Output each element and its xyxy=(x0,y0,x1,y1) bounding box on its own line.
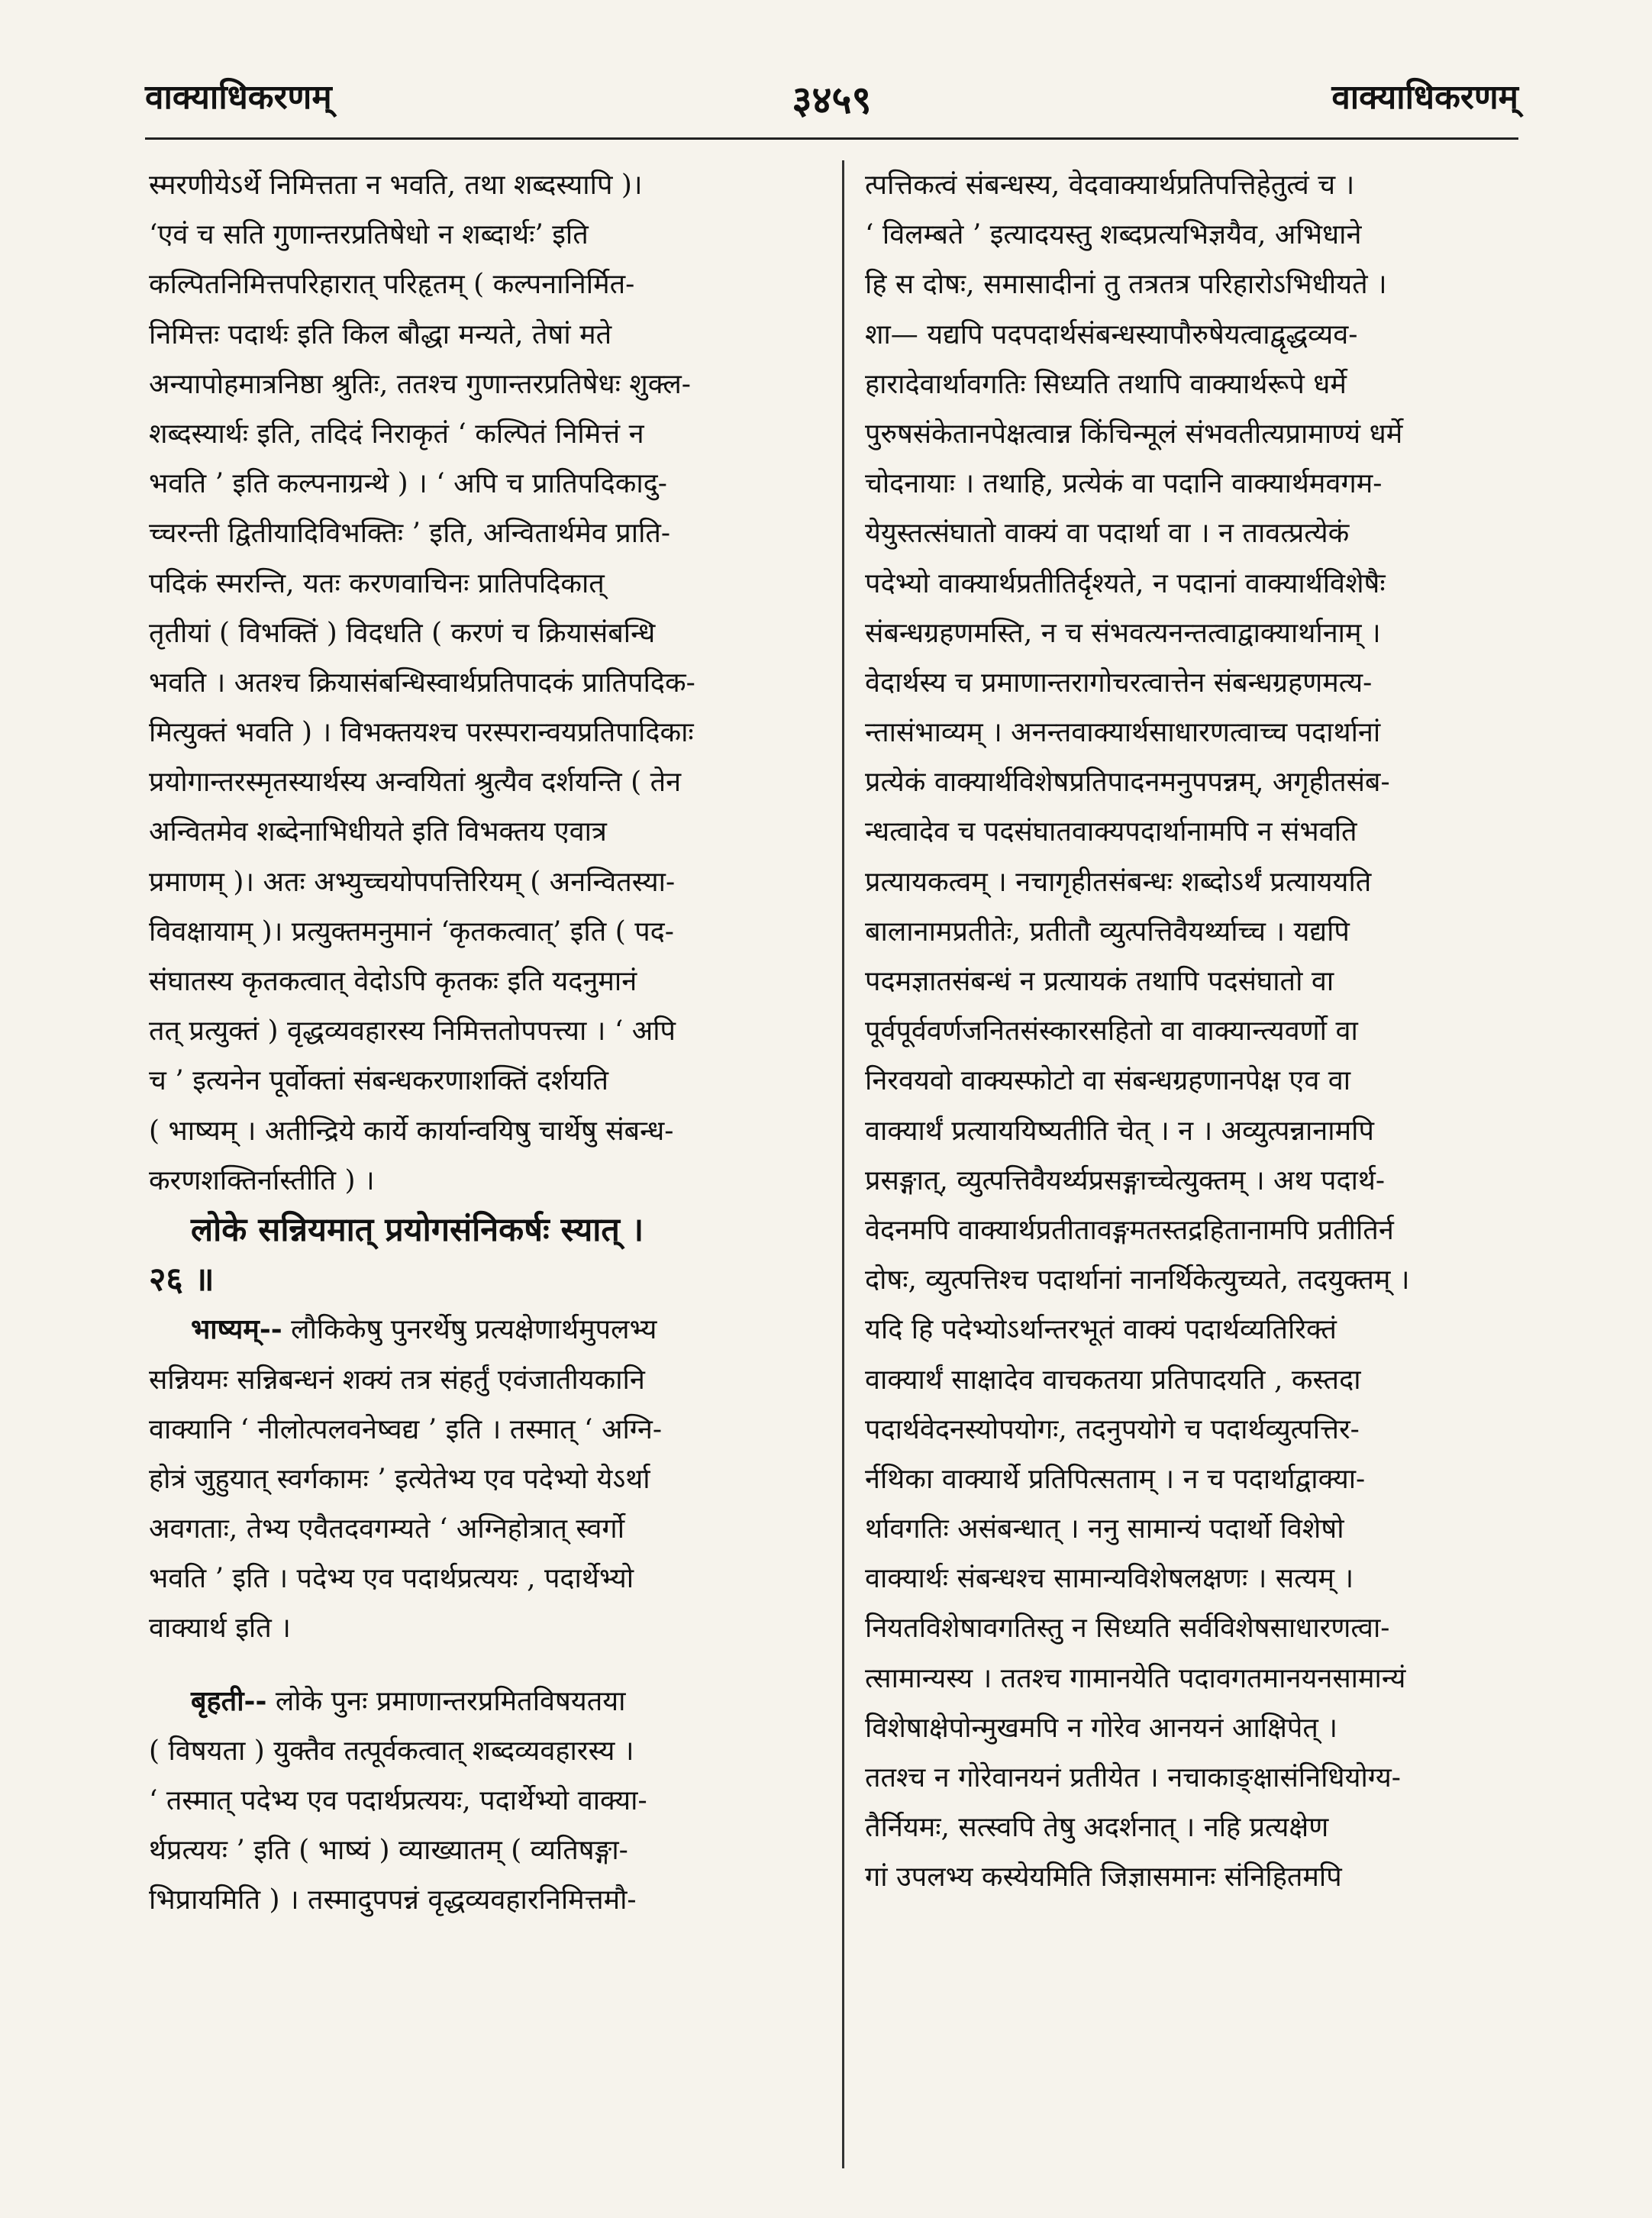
text-line: त्पत्तिकत्वं संबन्धस्य, वेदवाक्यार्थप्रतिपत्तिहेतुत्वं च । xyxy=(865,169,1355,201)
bhashya-label: भाष्यम्-- xyxy=(191,1313,282,1346)
brhati-first-text: लोके पुनः प्रमाणान्तरप्रमितविषयतया xyxy=(275,1685,626,1717)
right-column xyxy=(865,160,1529,1903)
text-line: र्थावगतिः असंबन्धात् । ननु सामान्यं पदार्थो विशेषो xyxy=(865,1513,1344,1545)
text-line: शा— यद्यपि पदपदार्थसंबन्धस्यापौरुषेयत्वाद्वृद्धव्यव- xyxy=(865,318,1358,350)
text-line: ‘एवं च सति गुणान्तरप्रतिषेधो न शब्दार्थः’ इति xyxy=(149,219,589,251)
left-paragraph-commentary xyxy=(149,160,813,1206)
text-line: स्मरणीयेऽर्थे निमित्तता न भवति, तथा शब्दस्यापि )। xyxy=(149,169,643,201)
text-line: हारादेवार्थावगतिः सिध्यति तथापि वाक्यार्थरूपे धर्मे xyxy=(865,368,1347,400)
text-line: अन्वितमेव शब्देनाभिधीयते इति विभक्तय एवात्र xyxy=(149,816,607,848)
text-line: पदेभ्यो वाक्यार्थप्रतीतिर्दृश्यते, न पदानां वाक्यार्थविशेषैः xyxy=(865,567,1386,599)
text-line: पूर्वपूर्ववर्णजनितसंस्कारसहितो वा वाक्यान्त्यवर्णो वा xyxy=(865,1015,1358,1048)
bhashya-line: होत्रं जुहुयात् स्वर्गकामः ’ इत्येतेभ्य एव पदेभ्यो येऽर्था xyxy=(149,1463,650,1495)
brhati-line: ‘ तस्मात् पदेभ्य एव पदार्थप्रत्ययः, पदार्थेभ्यो वाक्या- xyxy=(149,1785,647,1816)
text-line: अन्यापोहमात्रनिष्ठा श्रुतिः, ततश्च गुणान्तरप्रतिषेधः शुक्ल- xyxy=(149,368,691,400)
text-line: विवक्षायाम् )। प्रत्युक्तमनुमानं ‘कृतकत्वात्’ इति ( पद- xyxy=(149,915,674,948)
text-line: वाक्यार्थः संबन्धश्च सामान्यविशेषलक्षणः । सत्यम् । xyxy=(865,1563,1354,1595)
text-line: च ’ इत्यनेन पूर्वोक्तां संबन्धकरणाशक्तिं दर्शयति xyxy=(149,1065,609,1097)
bhashya-line: भवति ’ इति । पदेभ्य एव पदार्थप्रत्ययः , पदार्थेभ्यो xyxy=(149,1563,634,1595)
text-line: हि स दोषः, समासादीनां तु तत्रतत्र परिहारोऽभिधीयते । xyxy=(865,269,1387,301)
text-line: वेदार्थस्य च प्रमाणान्तरागोचरत्वात्तेन संबन्धग्रहणमत्य- xyxy=(865,667,1373,699)
text-line: बालानामप्रतीतेः, प्रतीतौ व्युत्पत्तिवैयर्थ्याच्च । यद्यपि xyxy=(865,915,1350,948)
text-line: करणशक्तिर्नास्तीति ) । xyxy=(149,1164,375,1196)
bhashya-line: वाक्यार्थ इति । xyxy=(149,1613,291,1645)
bhashya-first-text: लौकिकेषु पुनरर्थेषु प्रत्यक्षेणार्थमुपलभ्य xyxy=(291,1314,657,1346)
bhashya-line: सन्नियमः सन्निबन्धनं शक्यं तत्र संहर्तुं एवंजातीयकानि xyxy=(149,1364,645,1396)
sutra-verse-line-1: लोके सन्नियमात् प्रयोगसंनिकर्षः स्यात् । xyxy=(191,1210,644,1249)
text-line: विशेषाक्षेपोन्मुखमपि न गोरेव आनयनं आक्षिपेत् । xyxy=(865,1712,1337,1744)
header-rule xyxy=(145,137,1518,140)
text-line: च्चरन्ती द्वितीयादिविभक्तिः ’ इति, अन्वितार्थमेव प्राति- xyxy=(149,518,671,550)
text-line: भवति । अतश्च क्रियासंबन्धिस्वार्थप्रतिपादकं प्रातिपदिक- xyxy=(149,667,695,699)
text-line: प्रमाणम् )। अतः अभ्युच्चयोपपत्तिरियम् ( अनन्वितस्या- xyxy=(149,866,676,898)
bhashya-line: वाक्यानि ‘ नीलोत्पलवनेष्वद्य ’ इति । तस्मात् ‘ अग्नि- xyxy=(149,1413,663,1445)
bhashya-first-line xyxy=(149,1305,813,1354)
left-column xyxy=(149,160,813,1926)
text-line: ‘ विलम्बते ’ इत्यादयस्तु शब्दप्रत्यभिज्ञयैव, अभिधाने xyxy=(865,219,1362,251)
text-line: न्तासंभाव्यम् । अनन्तवाक्यार्थसाधारणत्वाच्च पदार्थानां xyxy=(865,717,1381,749)
text-line: न्धत्वादेव च पदसंघातवाक्यपदार्थानामपि न संभवति xyxy=(865,816,1357,848)
brhati-line: र्थप्रत्ययः ’ इति ( भाष्यं ) व्याख्यातम् ( व्यतिषङ्गा- xyxy=(149,1835,628,1867)
text-line: प्रयोगान्तरस्मृतस्यार्थस्य अन्वयितां श्रुत्यैव दर्शयन्ति ( तेन xyxy=(149,767,682,799)
text-line: र्नथिका वाक्यार्थे प्रतिपित्सताम् । न च पदार्थाद्वाक्या- xyxy=(865,1463,1366,1495)
text-line: प्रत्येकं वाक्यार्थविशेषप्रतिपादनमनुपपन्नम्, अगृहीतसंब- xyxy=(865,767,1390,799)
text-line: गां उपलभ्य कस्येयमिति जिज्ञासमानः संनिहितमपि xyxy=(865,1861,1342,1894)
text-line: चोदनायाः । तथाहि, प्रत्येकं वा पदानि वाक्यार्थमवगम- xyxy=(865,468,1383,500)
text-line: दोषः, व्युत्पत्तिश्च पदार्थानां नानर्थिकेत्युच्यते, तदयुक्तम् । xyxy=(865,1264,1410,1296)
brhati-paragraph xyxy=(149,1726,813,1926)
bhashya-line: अवगताः, तेभ्य एवैतदवगम्यते ‘ अग्निहोत्रात् स्वर्गो xyxy=(149,1513,625,1545)
running-title-left: वाक्याधिकरणम् xyxy=(145,78,332,117)
text-line: मित्युक्तं भवति ) । विभक्तयश्च परस्परान्वयप्रतिपादिकाः xyxy=(149,717,694,749)
text-line: त्सामान्यस्य । ततश्च गामानयेति पदावगतमानयनसामान्यं xyxy=(865,1662,1406,1694)
section-gap xyxy=(149,1654,813,1677)
text-line: पदमज्ञातसंबन्धं न प्रत्यायकं तथापि पदसंघातो वा xyxy=(865,966,1334,997)
text-line: पुरुषसंकेतानपेक्षत्वान्न किंचिन्मूलं संभवतीत्यप्रामाण्यं धर्मे xyxy=(865,418,1403,450)
page-header xyxy=(145,73,1518,134)
text-line: तृतीयां ( विभक्तिं ) विदधति ( करणं च क्रियासंबन्धि xyxy=(149,617,656,649)
right-paragraph xyxy=(865,160,1529,1903)
text-line: नियतविशेषावगतिस्तु न सिध्यति सर्वविशेषसाधारणत्वा- xyxy=(865,1613,1390,1645)
text-line: कल्पितनिमित्तपरिहारात् परिहृतम् ( कल्पनानिर्मित- xyxy=(149,269,635,301)
text-line: निमित्तः पदार्थः इति किल बौद्धा मन्यते, तेषां मते xyxy=(149,318,612,350)
column-divider xyxy=(842,160,844,2168)
text-line: निरवयवो वाक्यस्फोटो वा संबन्धग्रहणानपेक्ष एव वा xyxy=(865,1065,1351,1097)
page-number: ३४५९ xyxy=(792,77,872,122)
text-line: पदार्थवेदनस्योपयोगः, तदनुपयोगे च पदार्थव्युत्पत्तिर- xyxy=(865,1413,1360,1445)
sutra-number: २६ ॥ xyxy=(149,1261,215,1299)
text-line: ततश्च न गोरेवानयनं प्रतीयेत । नचाकाङ्क्षासंनिधियोग्य- xyxy=(865,1762,1401,1793)
bhashya-paragraph xyxy=(149,1355,813,1654)
text-line: वाक्यार्थं साक्षादेव वाचकतया प्रतिपादयति , कस्तदा xyxy=(865,1364,1361,1396)
text-line: तत् प्रत्युक्तं ) वृद्धव्यवहारस्य निमित्ततोपपत्त्या । ‘ अपि xyxy=(149,1015,676,1048)
brhati-line: भिप्रायमिति ) । तस्मादुपपन्नं वृद्धव्यवहारनिमित्तमौ- xyxy=(149,1884,637,1916)
text-line: पदिकं स्मरन्ति, यतः करणवाचिनः प्रातिपदिकात् xyxy=(149,567,605,599)
text-line: संबन्धग्रहणमस्ति, न च संभवत्यनन्तत्वाद्वाक्यार्थानाम् । xyxy=(865,617,1381,649)
text-line: प्रत्यायकत्वम् । नचागृहीतसंबन्धः शब्दोऽर्थं प्रत्याययति xyxy=(865,866,1372,898)
text-line: तैर्नियमः, सत्स्वपि तेषु अदर्शनात् । नहि प्रत्यक्षेण xyxy=(865,1812,1329,1844)
text-line: ( भाष्यम् । अतीन्द्रिये कार्ये कार्यान्वयिषु चार्थेषु संबन्ध- xyxy=(149,1115,674,1147)
running-title-right: वाक्याधिकरणम् xyxy=(1331,78,1518,117)
text-line: यदि हि पदेभ्योऽर्थान्तरभूतं वाक्यं पदार्थव्यतिरिक्तं xyxy=(865,1314,1337,1346)
brhati-line: ( विषयता ) युक्तैव तत्पूर्वकत्वात् शब्दव्यवहारस्य । xyxy=(149,1735,634,1767)
text-line: येयुस्तत्संघातो वाक्यं वा पदार्था वा । न तावत्प्रत्येकं xyxy=(865,518,1350,550)
text-line: वाक्यार्थं प्रत्याययिष्यतीति चेत् । न । अव्युत्पन्नानामपि xyxy=(865,1115,1374,1147)
brhati-label: बृहती-- xyxy=(191,1684,267,1717)
text-line: भवति ’ इति कल्पनाग्रन्थे ) । ‘ अपि च प्रातिपदिकादु- xyxy=(149,468,667,500)
text-line: प्रसङ्गात्, व्युत्पत्तिवैयर्थ्यप्रसङ्गाच्चेत्युक्तम् । अथ पदार्थ- xyxy=(865,1164,1386,1196)
text-line: संघातस्य कृतकत्वात् वेदोऽपि कृतकः इति यदनुमानं xyxy=(149,966,637,997)
text-line: शब्दस्यार्थः इति, तदिदं निराकृतं ‘ कल्पितं निमित्तं न xyxy=(149,418,644,450)
text-line: वेदनमपि वाक्यार्थप्रतीतावङ्गमतस्तद्रहितानामपि प्रतीतिर्न xyxy=(865,1214,1394,1246)
brhati-first-line xyxy=(149,1677,813,1726)
